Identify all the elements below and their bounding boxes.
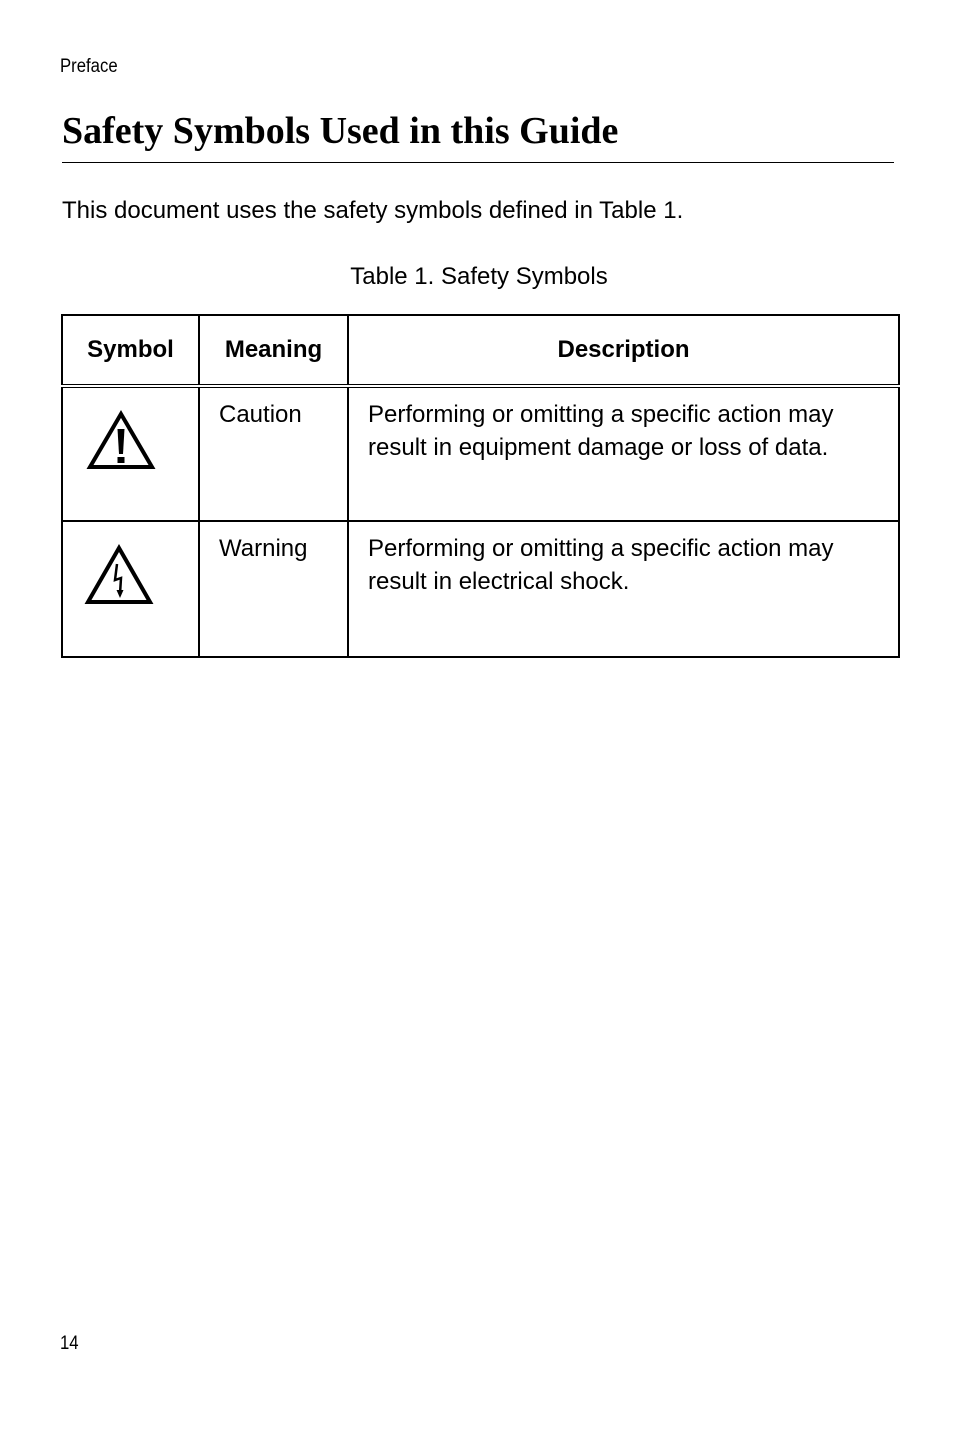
- safety-symbols-table: [61, 314, 900, 658]
- title-rule: [62, 162, 894, 163]
- page-title: Safety Symbols Used in this Guide: [62, 110, 619, 152]
- header-meaning: Meaning: [199, 315, 348, 386]
- symbol-cell: [62, 386, 199, 521]
- description-cell: Performing or omitting a specific action may result in equipment damage or loss of data.: [348, 386, 899, 521]
- intro-paragraph: This document uses the safety symbols defined in Table 1.: [62, 197, 684, 224]
- meaning-cell: Warning: [199, 521, 348, 657]
- table-header-row: [62, 315, 899, 386]
- symbol-cell: [62, 521, 199, 657]
- table-row: [62, 386, 899, 521]
- description-cell: Performing or omitting a specific action may result in electrical shock.: [348, 521, 899, 657]
- meaning-cell: Caution: [199, 386, 348, 521]
- table-row: [62, 521, 899, 657]
- table-caption: Table 1. Safety Symbols: [350, 263, 608, 290]
- header-description: Description: [348, 315, 899, 386]
- page-number: 14: [60, 1333, 79, 1354]
- caution-triangle-exclamation-icon: [86, 410, 156, 472]
- header-symbol: Symbol: [62, 315, 199, 386]
- running-head: Preface: [60, 56, 118, 77]
- warning-triangle-lightning-icon: [84, 544, 154, 606]
